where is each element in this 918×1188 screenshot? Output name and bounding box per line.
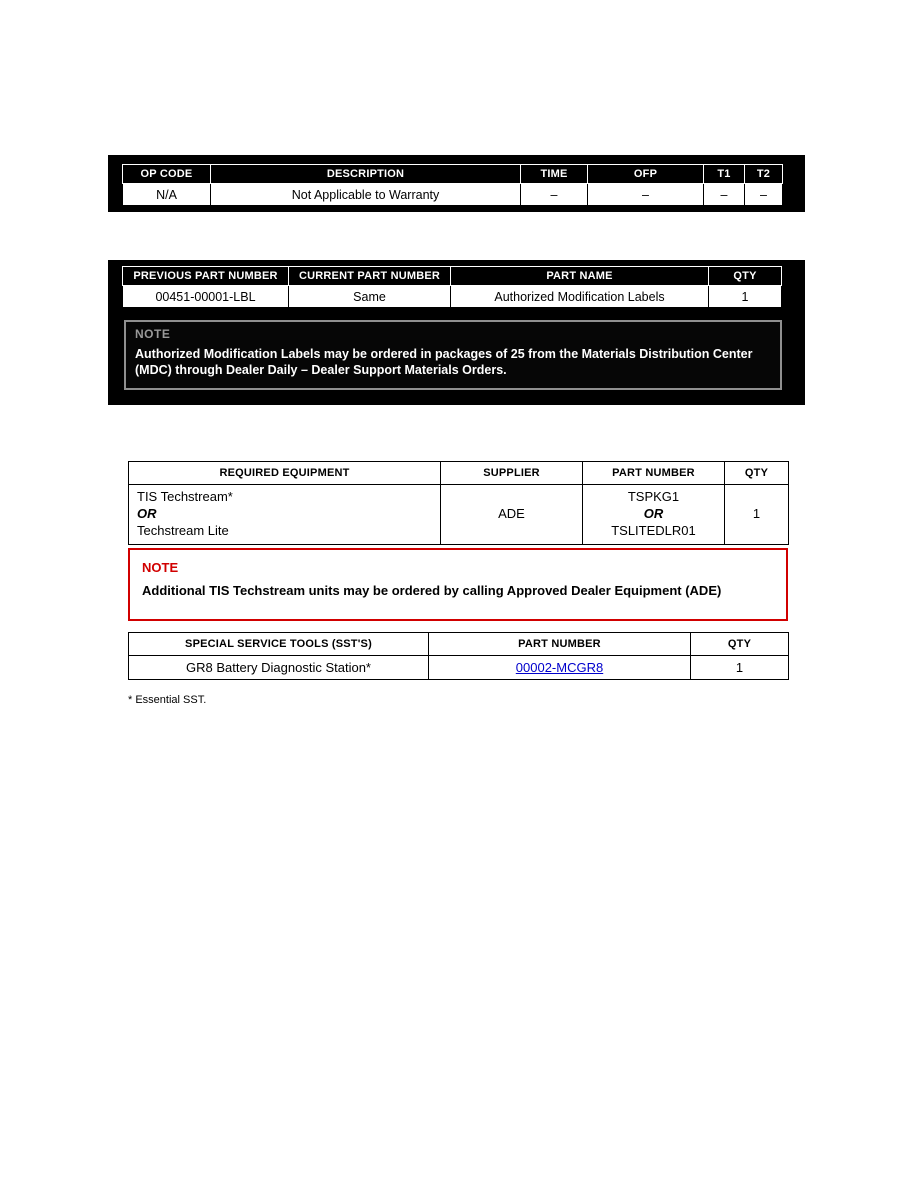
warranty-header-ofp: OFP [588, 165, 704, 184]
sst-header-row [129, 633, 789, 656]
warranty-cell-time: – [521, 184, 588, 206]
warranty-header-t2: T2 [745, 165, 783, 184]
warranty-data-row [123, 184, 783, 206]
equipment-cell-part-number [583, 485, 725, 545]
sst-cell-tool: GR8 Battery Diagnostic Station* [129, 656, 429, 680]
warranty-cell-t1: – [704, 184, 745, 206]
equipment-header-qty: QTY [725, 462, 789, 485]
equipment-line-1: TIS Techstream* [137, 489, 233, 504]
sst-header-tools: SPECIAL SERVICE TOOLS (SST'S) [129, 633, 429, 656]
equipment-or: OR [137, 505, 157, 521]
part-number-link[interactable]: 00002-MCGR8 [515, 660, 604, 675]
warranty-cell-ofp: – [588, 184, 704, 206]
equipment-header-part-number: PART NUMBER [583, 462, 725, 485]
parts-cell-previous-part-number: 00451-00001-LBL [123, 286, 289, 308]
warranty-cell-op-code: N/A [123, 184, 211, 206]
sst-data-row [129, 656, 789, 680]
warranty-header-t1: T1 [704, 165, 745, 184]
equipment-note-body: Additional TIS Techstream units may be ordered by calling Approved Dealer Equipment (ADE) [142, 583, 722, 598]
sst-header-part-number: PART NUMBER [429, 633, 691, 656]
parts-cell-part-name: Authorized Modification Labels [451, 286, 709, 308]
warranty-header-row [123, 165, 783, 184]
equipment-note-title: NOTE [142, 560, 179, 575]
warranty-cell-t2: – [745, 184, 783, 206]
parts-header-part-name: PART NAME [451, 267, 709, 286]
parts-note-title: NOTE [135, 327, 171, 341]
equipment-note-box [128, 548, 788, 621]
parts-header-row [123, 267, 782, 286]
parts-note-box [124, 320, 782, 390]
parts-data-row [123, 286, 782, 308]
parts-band [108, 260, 805, 405]
equipment-header-required-equipment: REQUIRED EQUIPMENT [129, 462, 441, 485]
warranty-table [122, 164, 783, 206]
equipment-header-row [129, 462, 789, 485]
parts-note-body: Authorized Modification Labels may be ordered in packages of 25 from the Materials Distribution Center (MDC) through Dealer Daily – Dealer Support Materials Orders. [135, 347, 753, 378]
sst-cell-qty: 1 [691, 656, 789, 680]
warranty-header-op-code: OP CODE [123, 165, 211, 184]
part-number-line-1: TSPKG1 [627, 489, 680, 504]
equipment-cell-supplier: ADE [441, 485, 583, 545]
equipment-line-2: Techstream Lite [137, 522, 229, 538]
sst-header-qty: QTY [691, 633, 789, 656]
parts-header-previous-part-number: PREVIOUS PART NUMBER [123, 267, 289, 286]
equipment-cell-equipment [129, 485, 441, 545]
equipment-data-row [129, 485, 789, 545]
parts-header-current-part-number: CURRENT PART NUMBER [289, 267, 451, 286]
warranty-cell-description: Not Applicable to Warranty [211, 184, 521, 206]
parts-cell-current-part-number: Same [289, 286, 451, 308]
part-number-or: OR [643, 505, 664, 521]
sst-cell-part-number [429, 656, 691, 680]
equipment-header-supplier: SUPPLIER [441, 462, 583, 485]
parts-cell-qty: 1 [709, 286, 782, 308]
warranty-band [108, 155, 805, 212]
warranty-header-description: DESCRIPTION [211, 165, 521, 184]
equipment-cell-qty: 1 [725, 485, 789, 545]
part-number-line-2: TSLITEDLR01 [611, 522, 696, 538]
parts-table [122, 266, 782, 308]
parts-header-qty: QTY [709, 267, 782, 286]
equipment-table [128, 461, 789, 545]
warranty-header-time: TIME [521, 165, 588, 184]
essential-sst-footnote: * Essential SST. [128, 694, 207, 706]
sst-table [128, 632, 789, 680]
